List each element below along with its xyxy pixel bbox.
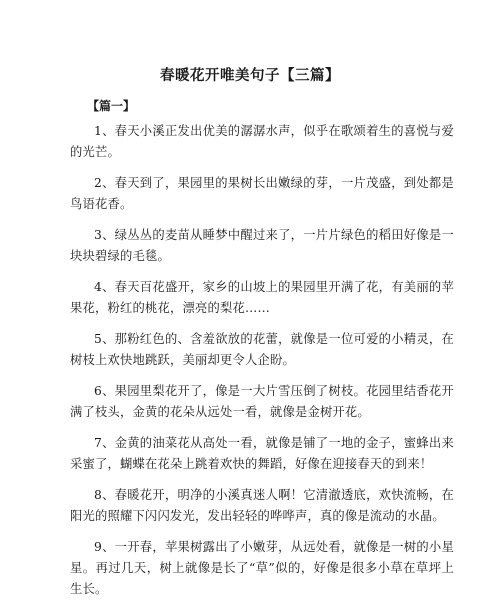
paragraph-list <box>70 121 454 610</box>
paragraph-4: 4、春天百花盛开，家乡的山坡上的果园里开满了花，有美丽的苹果花，粉红的桃花，漂亮的梨花…… <box>70 280 454 315</box>
document-title: 春暖花开唯美句子【三篇】 <box>160 68 340 84</box>
paragraph-1: 1、春天小溪正发出优美的潺潺水声，似乎在歌颂着生的喜悦与爱的光芒。 <box>70 124 454 159</box>
paragraph-5: 5、那粉红色的、含羞欲放的花蕾，就像是一位可爱的小精灵，在树枝上欢快地跳跃，美丽却更令人企盼。 <box>70 332 454 367</box>
paragraph-7: 7、金黄的油菜花从高处一看，就像是铺了一地的金子，蜜蜂出来采蜜了，蝴蝶在花朵上跳着欢快的舞蹈，好像在迎接春天的到来！ <box>70 436 454 471</box>
paragraph-6: 6、果园里梨花开了，像是一大片雪压倒了树枝。花园里结香花开满了枝头，金黄的花朵从远处一看，就像是金树开花。 <box>70 384 454 419</box>
paragraph-3: 3、绿丛丛的麦苗从睡梦中醒过来了，一片片绿色的稻田好像是一块块碧绿的毛毯。 <box>70 228 454 263</box>
paragraph-8: 8、春暖花开，明净的小溪真迷人啊！它清澈透底，欢快流畅，在阳光的照耀下闪闪发光，发出轻轻的哗哗声，真的像是流动的水晶。 <box>70 488 454 523</box>
paragraph-2: 2、春天到了，果园里的果树长出嫩绿的芽，一片茂盛，到处都是鸟语花香。 <box>70 176 454 211</box>
section-heading: 【篇一】 <box>87 99 136 113</box>
paragraph-9: 9、一开春，苹果树露出了小嫩芽，从远处看，就像是一树的小星星。再过几天，树上就像是长了“草”似的，好像是很多小草在草坪上生长。 <box>70 540 454 596</box>
